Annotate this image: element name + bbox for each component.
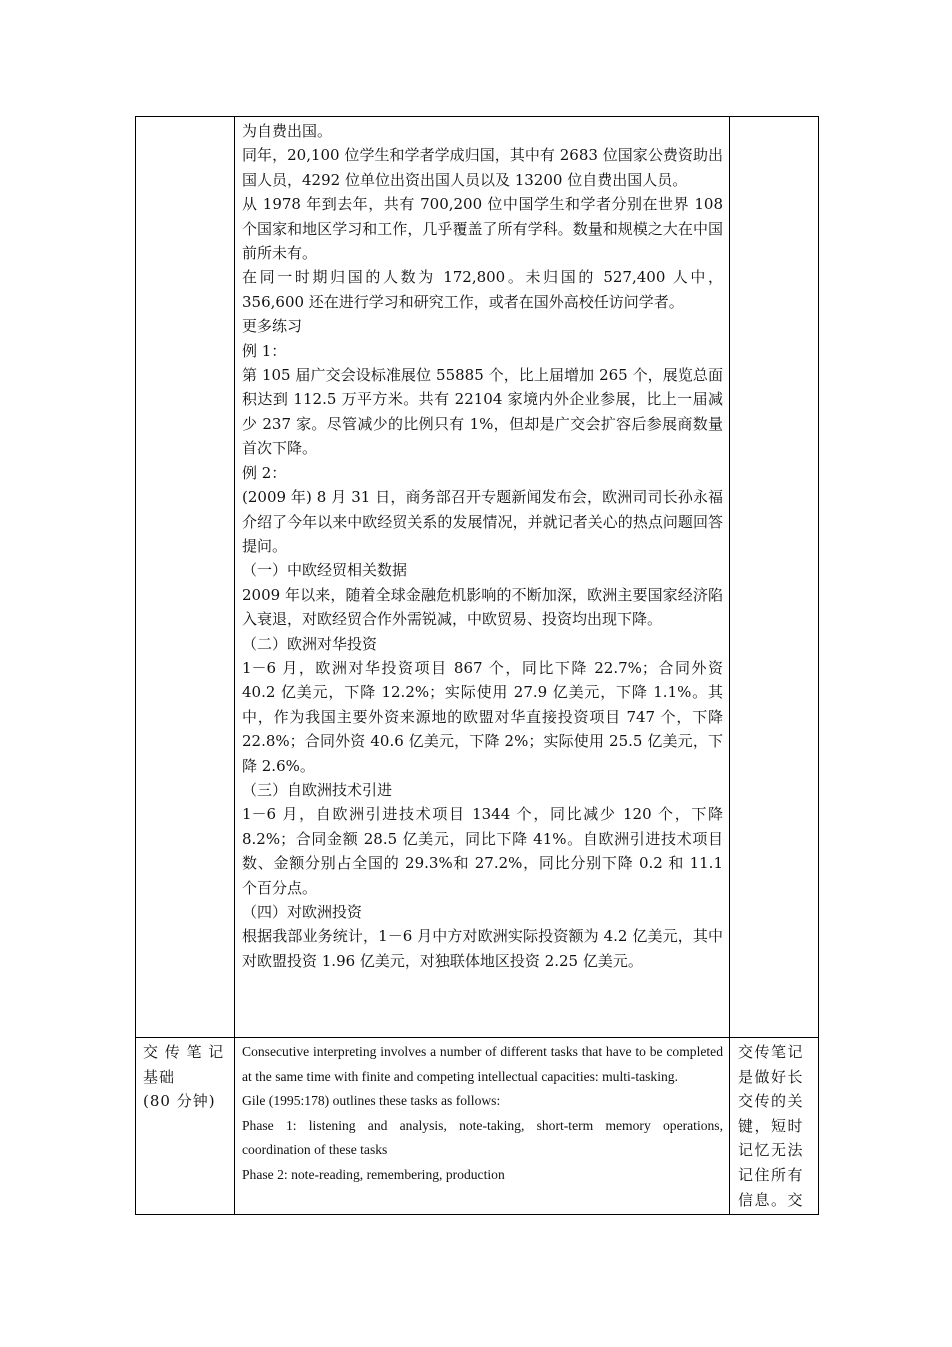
paragraph: 第 105 届广交会设标准展位 55885 个，比上届增加 265 个，展览总面积达到 112.5 万平方米。共有 22104 家境内外企业参展，比上一届减少 237 家。尽管减少的比例只有 1%，但却是广交会扩容后参展商数量首次下降。 (242, 366, 723, 458)
content-cell (235, 117, 730, 1038)
note-cell-empty (730, 117, 819, 1038)
content-text (235, 117, 729, 975)
content-text (235, 1038, 729, 1190)
paragraph: 更多练习 (242, 317, 303, 336)
content-cell (235, 1038, 730, 1215)
paragraph: （三）自欧洲技术引进 (242, 780, 393, 799)
lesson-table (135, 116, 819, 1215)
paragraph: Phase 1: listening and analysis, note-taking, short-term memory operations, coordination of these tasks (242, 1117, 723, 1158)
paragraph: Phase 2: note-reading, remembering, production (242, 1166, 505, 1182)
paragraph: 在同一时期归国的人数为 172,800。未归国的 527,400 人中，356,600 还在进行学习和研究工作，或者在国外高校任访问学者。 (242, 268, 723, 311)
paragraph: 2009 年以来，随着全球金融危机影响的不断加深，欧洲主要国家经济陷入衰退，对欧经贸合作外需锐减，中欧贸易、投资均出现下降。 (242, 585, 723, 629)
paragraph: 从 1978 年到去年，共有 700,200 位中国学生和学者分别在世界 108 个国家和地区学习和工作，几乎覆盖了所有学科。数量和规模之大在中国前所未有。 (242, 195, 723, 263)
paragraph: 为自费出国。 (242, 122, 333, 140)
paragraph: （二）欧洲对华投资 (242, 634, 378, 653)
paragraph: 例 1： (242, 341, 287, 360)
paragraph: 同年，20,100 位学生和学者学成归国，其中有 2683 位国家公费资助出国人员，4292 位单位出资出国人员以及 13200 位自费出国人员。 (242, 146, 723, 189)
paragraph: （一）中欧经贸相关数据 (242, 561, 408, 580)
paragraph: (2009 年) 8 月 31 日，商务部召开专题新闻发布会，欧洲司司长孙永福介绍了今年以来中欧经贸关系的发展情况，并就记者关心的热点问题回答提问。 (242, 488, 723, 555)
paragraph: 根据我部业务统计，1－6 月中方对欧洲实际投资额为 4.2 亿美元，其中对欧盟投资 1.96 亿美元，对独联体地区投资 2.25 亿美元。 (242, 927, 723, 970)
table-row (136, 117, 819, 1038)
topic-label: 交 传 笔 记 基础 (143, 1043, 225, 1086)
paragraph: 1－6 月，欧洲对华投资项目 867 个，同比下降 22.7%；合同外资 40.2 亿美元，下降 12.2%；实际使用 27.9 亿美元，下降 1.1%。其中，作为我国主要外资来源地的欧盟对华直接投资项目 747 个，下降 22.8%；合同外资 40.6 亿美元，下降 2%；实际使用 25.5 亿美元，下降 2.6%。 (242, 658, 723, 775)
paragraph: （四）对欧洲投资 (242, 903, 363, 921)
duration-label: (80 分钟) (143, 1092, 216, 1111)
table-row (136, 1038, 819, 1215)
note-text: 交传笔记是做好长交传的关键，短时记忆无法记住所有信息。交 (738, 1043, 805, 1209)
paragraph: Gile (1995:178) outlines these tasks as follows: (242, 1093, 501, 1109)
paragraph: 1－6 月，自欧洲引进技术项目 1344 个，同比减少 120 个，下降 8.2%；合同金额 28.5 亿美元，同比下降 41%。自欧洲引进技术项目数、金额分别占全国的 29.3%和 27.2%，同比分别下降 0.2 和 11.1 个百分点。 (242, 805, 723, 897)
topic-cell (136, 1038, 235, 1215)
paragraph: Consecutive interpreting involves a number of different tasks that have to be completed at the same time with finite and competing intellectual capacities: multi-tasking. (242, 1044, 723, 1084)
note-cell (730, 1038, 819, 1215)
paragraph: 例 2： (242, 463, 287, 482)
topic-cell-empty (136, 117, 235, 1038)
